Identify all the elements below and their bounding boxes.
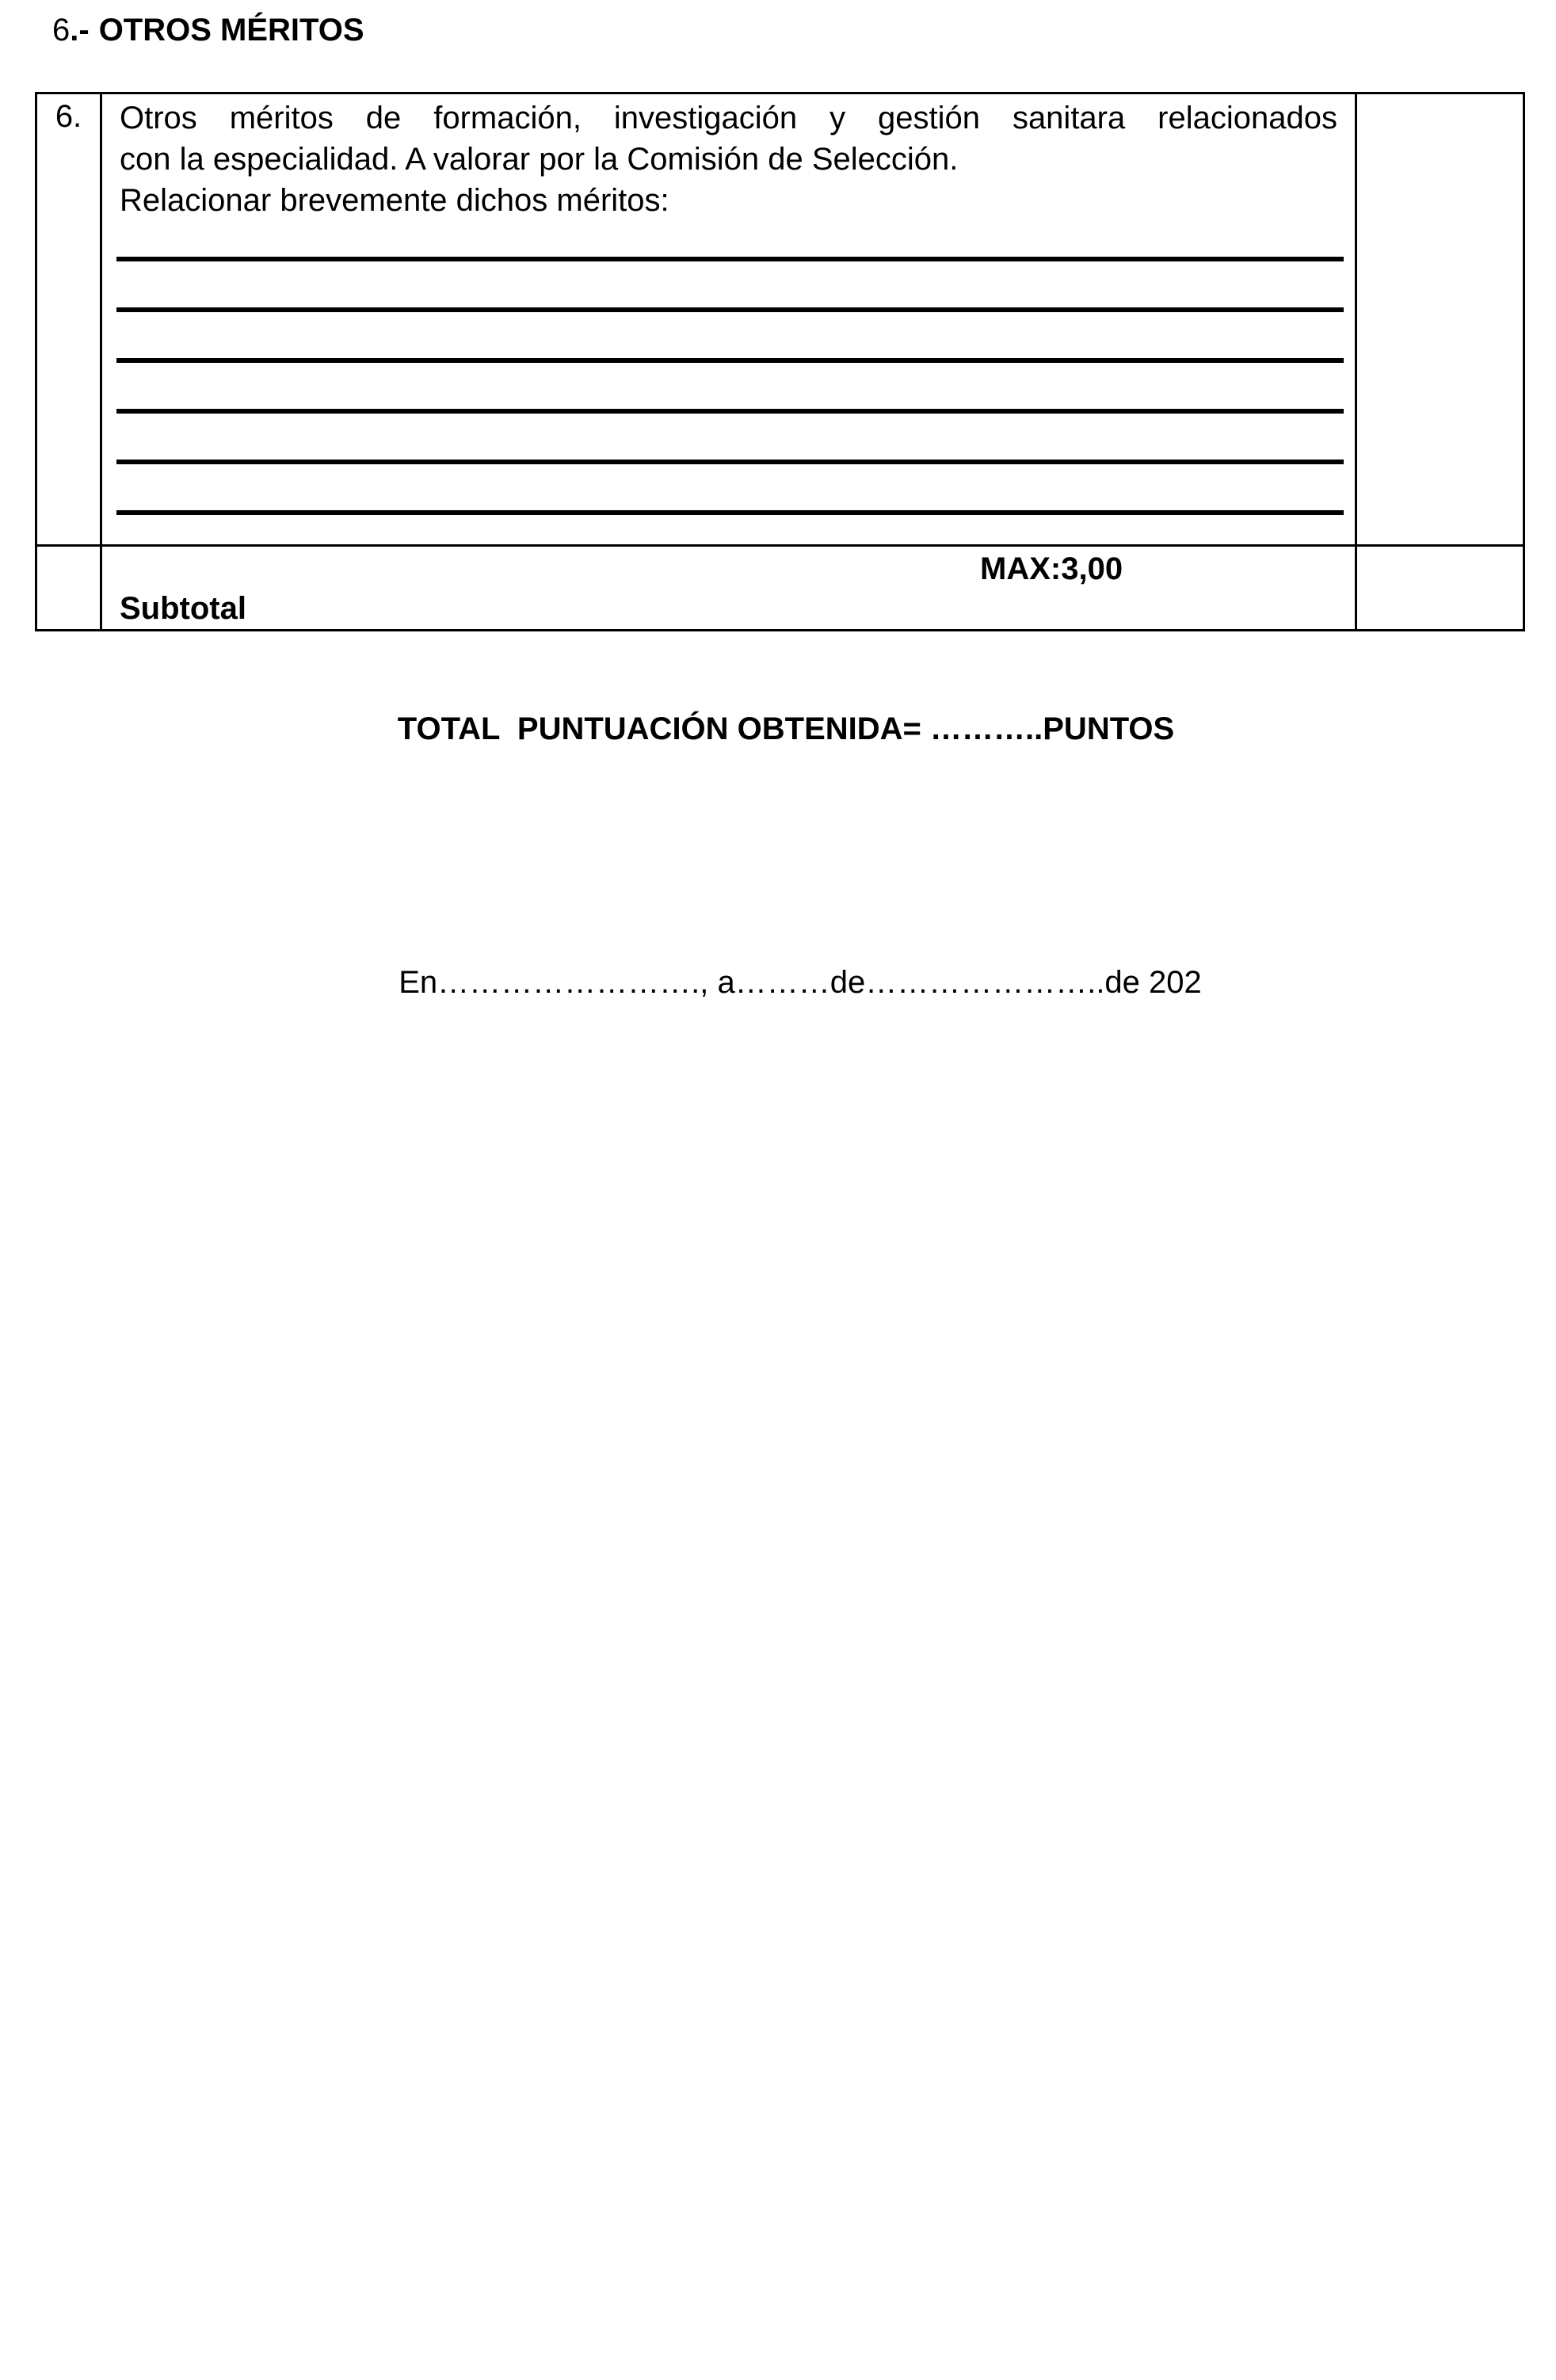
subtotal-score-cell[interactable] — [1356, 546, 1524, 631]
score-cell[interactable] — [1356, 93, 1524, 546]
merits-table — [35, 92, 1525, 631]
table-row-subtotal — [36, 546, 1524, 631]
description-line-2: con la especialidad. A valorar por la Comisión de Selección. — [120, 142, 959, 177]
subtotal-number-cell — [36, 546, 101, 631]
description-cell — [101, 93, 1356, 546]
item-description — [120, 97, 1337, 221]
item-number-cell — [36, 93, 101, 546]
place-date-line: En……………………., a………de…………………..de 202 — [399, 965, 1202, 1000]
write-line-1[interactable] — [116, 257, 1344, 261]
section-heading — [52, 11, 364, 49]
description-line-3: Relacionar brevemente dichos méritos: — [120, 183, 669, 218]
section-separator: .- — [70, 13, 90, 48]
write-line-6[interactable] — [116, 510, 1344, 515]
write-line-2[interactable] — [116, 307, 1344, 312]
section-title: OTROS MÉRITOS — [98, 13, 364, 48]
subtotal-description-cell — [101, 546, 1356, 631]
description-line-1: Otros méritos de formación, investigación y gestión sanitara relacionados — [120, 101, 1337, 135]
write-line-5[interactable] — [116, 460, 1344, 464]
subtotal-label: Subtotal — [120, 591, 246, 626]
item-number: 6. — [55, 99, 82, 134]
write-line-4[interactable] — [116, 409, 1344, 414]
write-in-lines — [116, 257, 1344, 561]
max-score-label: MAX:3,00 — [980, 551, 1123, 586]
write-line-3[interactable] — [116, 358, 1344, 363]
section-number: 6 — [52, 13, 71, 48]
table-row-merits — [36, 93, 1524, 546]
total-score-line: TOTAL PUNTUACIÓN OBTENIDA= ………..PUNTOS — [397, 711, 1175, 746]
